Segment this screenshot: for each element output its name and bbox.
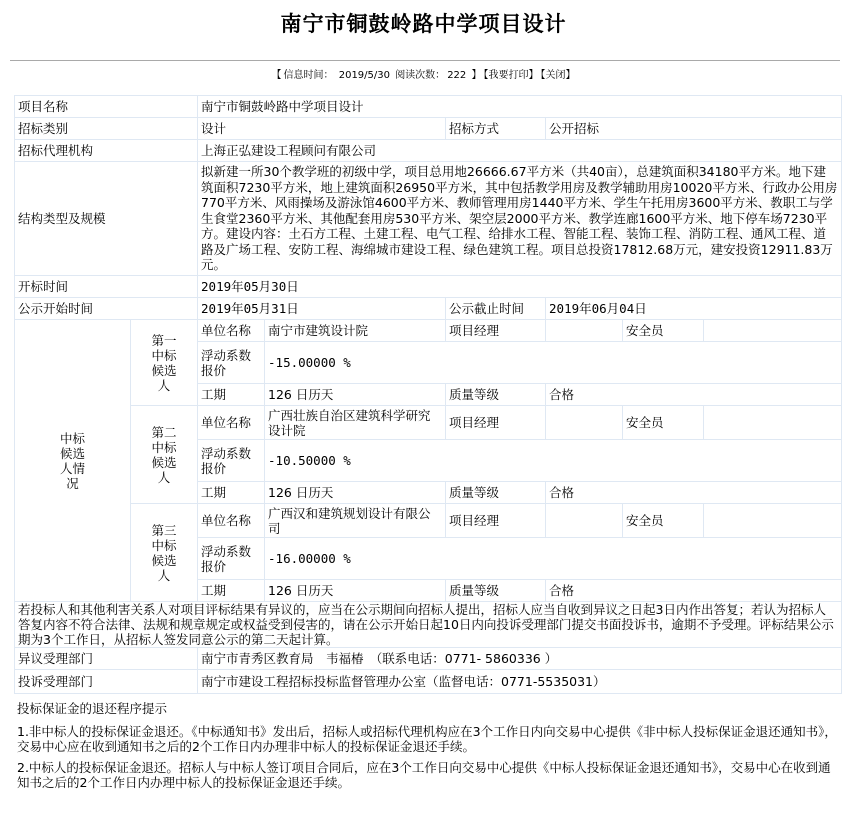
row-open-time	[15, 276, 842, 298]
candidate-3-rate-label: 浮动系数报价	[198, 538, 265, 580]
complaint-value: 南宁市建设工程招标投标监督管理办公室（监督电话：0771-5535031）	[198, 670, 842, 694]
candidate-1-period: 126 日历天	[265, 384, 446, 406]
info-open-bracket: 【	[271, 70, 282, 81]
row-agency	[15, 140, 842, 162]
candidate-1-rate: -15.00000 %	[265, 342, 842, 384]
candidate-2-rate: -10.50000 %	[265, 440, 842, 482]
deposit-refund-section	[14, 700, 841, 790]
agency-label: 招标代理机构	[15, 140, 198, 162]
row-category	[15, 118, 842, 140]
publicity-start-value: 2019年05月31日	[198, 298, 446, 320]
candidate-1-rate-label: 浮动系数报价	[198, 342, 265, 384]
project-name-label: 项目名称	[15, 96, 198, 118]
category-label: 招标类别	[15, 118, 198, 140]
candidate-2-manager-label: 项目经理	[446, 406, 546, 440]
divider	[10, 60, 840, 61]
candidate-1-quality: 合格	[546, 384, 842, 406]
candidate-2-period-label: 工期	[198, 482, 265, 504]
publicity-end-label: 公示截止时间	[446, 298, 546, 320]
candidate-3-quality: 合格	[546, 580, 842, 602]
row-structure	[15, 162, 842, 276]
candidate-1-period-label: 工期	[198, 384, 265, 406]
candidate-1-manager-label: 项目经理	[446, 320, 546, 342]
open-time-value: 2019年05月30日	[198, 276, 842, 298]
candidate-2-rank: 第二中标候选人	[131, 406, 198, 504]
candidate-2-unit: 广西壮族自治区建筑科学研究设计院	[265, 406, 446, 440]
info-bar	[0, 66, 847, 81]
info-time-value: 2019/5/30	[338, 70, 390, 81]
candidate-3-manager	[546, 504, 623, 538]
publicity-start-label: 公示开始时间	[15, 298, 198, 320]
candidate-3-unit: 广西汉和建筑规划设计有限公司	[265, 504, 446, 538]
candidate-2-period: 126 日历天	[265, 482, 446, 504]
deposit-item-1: 1.非中标人的投标保证金退还。《中标通知书》发出后，招标人或招标代理机构应在3个工作日内向交易中心提供《非中标人投标保证金退还通知书》，交易中心应在收到通知书之后的2个工作日内办理非中标人的投标保证金退还手续。	[17, 724, 837, 754]
category-value: 设计	[198, 118, 446, 140]
candidate-3-rate: -16.00000 %	[265, 538, 842, 580]
candidate-2-row-unit	[15, 406, 842, 440]
candidate-3-safety-label: 安全员	[623, 504, 704, 538]
candidate-2-manager	[546, 406, 623, 440]
candidate-1-quality-label: 质量等级	[446, 384, 546, 406]
candidate-1-unit: 南宁市建筑设计院	[265, 320, 446, 342]
row-notice	[15, 602, 842, 648]
candidate-1-row-unit	[15, 320, 842, 342]
row-project-name	[15, 96, 842, 118]
objection-notice: 若投标人和其他利害关系人对项目评标结果有异议的，应当在公示期间向招标人提出，招标人应当自收到异议之日起3日内作出答复；若认为招标人答复内容不符合法律、法规和规章规定或权益受到侵害的，请在公示开始日起10日内向投诉受理部门提交书面投诉书，逾期不予受理。评标结果公示期为3个工作日，从招标人签发同意公示的第二天起计算。	[15, 602, 842, 648]
candidate-1-manager	[546, 320, 623, 342]
candidate-3-unit-label: 单位名称	[198, 504, 265, 538]
candidate-1-safety	[704, 320, 842, 342]
candidate-1-safety-label: 安全员	[623, 320, 704, 342]
info-reads-value: 222	[447, 70, 467, 81]
candidate-2-unit-label: 单位名称	[198, 406, 265, 440]
row-complaint	[15, 670, 842, 694]
candidate-2-safety-label: 安全员	[623, 406, 704, 440]
candidate-2-quality: 合格	[546, 482, 842, 504]
publicity-end-value: 2019年06月04日	[546, 298, 842, 320]
complaint-label: 投诉受理部门	[15, 670, 198, 694]
page-title: 南宁市铜鼓岭路中学项目设计	[280, 11, 567, 36]
method-label: 招标方式	[446, 118, 546, 140]
print-link[interactable]: 【我要打印】	[483, 70, 539, 81]
candidate-2-quality-label: 质量等级	[446, 482, 546, 504]
structure-label: 结构类型及规模	[15, 162, 198, 276]
info-close-bracket: 】	[471, 70, 482, 81]
method-value: 公开招标	[546, 118, 842, 140]
candidate-3-period-label: 工期	[198, 580, 265, 602]
candidate-1-rank: 第一中标候选人	[131, 320, 198, 406]
objection-value: 南宁市青秀区教育局 韦福椿 （联系电话：0771- 5860336 ）	[198, 648, 842, 670]
deposit-heading: 投标保证金的退还程序提示	[17, 701, 168, 716]
open-time-label: 开标时间	[15, 276, 198, 298]
structure-value: 拟新建一所30个教学班的初级中学，项目总用地26666.67平方米（共40亩），总建筑面积34180平方米。地下建筑面积7230平方米，地上建筑面积26950平方米，其中包括教学用房及教学辅助用房10020平方米、行政办公用房770平方米、风雨操场及游泳馆4600平方米、教师管理用房1440平方米、学生午托用房3600平方米、教职工与学生食堂2360平方米、其他配套用房530平方米、架空层2000平方米、教学连廊1600平方米、地下停车场7230平方。建设内容：土石方工程、土建工程、电气工程、给排水工程、智能工程、装饰工程、消防工程、通风工程、道路及广场工程、安防工程、海绵城市建设工程、绿色建筑工程。项目总投资17812.68万元，建安投资12911.83万元。	[198, 162, 842, 276]
row-publicity	[15, 298, 842, 320]
candidate-3-row-unit	[15, 504, 842, 538]
info-reads-label: 阅读次数：	[395, 70, 446, 81]
candidate-3-safety	[704, 504, 842, 538]
row-objection	[15, 648, 842, 670]
candidates-section-label: 中标候选人情况	[15, 320, 131, 602]
candidate-3-rank: 第三中标候选人	[131, 504, 198, 602]
candidate-2-rate-label: 浮动系数报价	[198, 440, 265, 482]
agency-value: 上海正弘建设工程顾问有限公司	[198, 140, 842, 162]
candidate-3-manager-label: 项目经理	[446, 504, 546, 538]
candidate-3-period: 126 日历天	[265, 580, 446, 602]
info-time-label: 信息时间：	[283, 70, 334, 81]
close-link[interactable]: 【关闭】	[540, 70, 576, 81]
candidate-3-quality-label: 质量等级	[446, 580, 546, 602]
deposit-item-2: 2.中标人的投标保证金退还。招标人与中标人签订项目合同后，应在3个工作日向交易中心提供《中标人投标保证金退还通知书》，交易中心在收到通知书之后的2个工作日内办理中标人的投标保证金退还手续。	[17, 760, 831, 790]
project-table	[14, 95, 842, 694]
candidate-1-unit-label: 单位名称	[198, 320, 265, 342]
project-name-value: 南宁市铜鼓岭路中学项目设计	[198, 96, 842, 118]
candidate-2-safety	[704, 406, 842, 440]
objection-label: 异议受理部门	[15, 648, 198, 670]
